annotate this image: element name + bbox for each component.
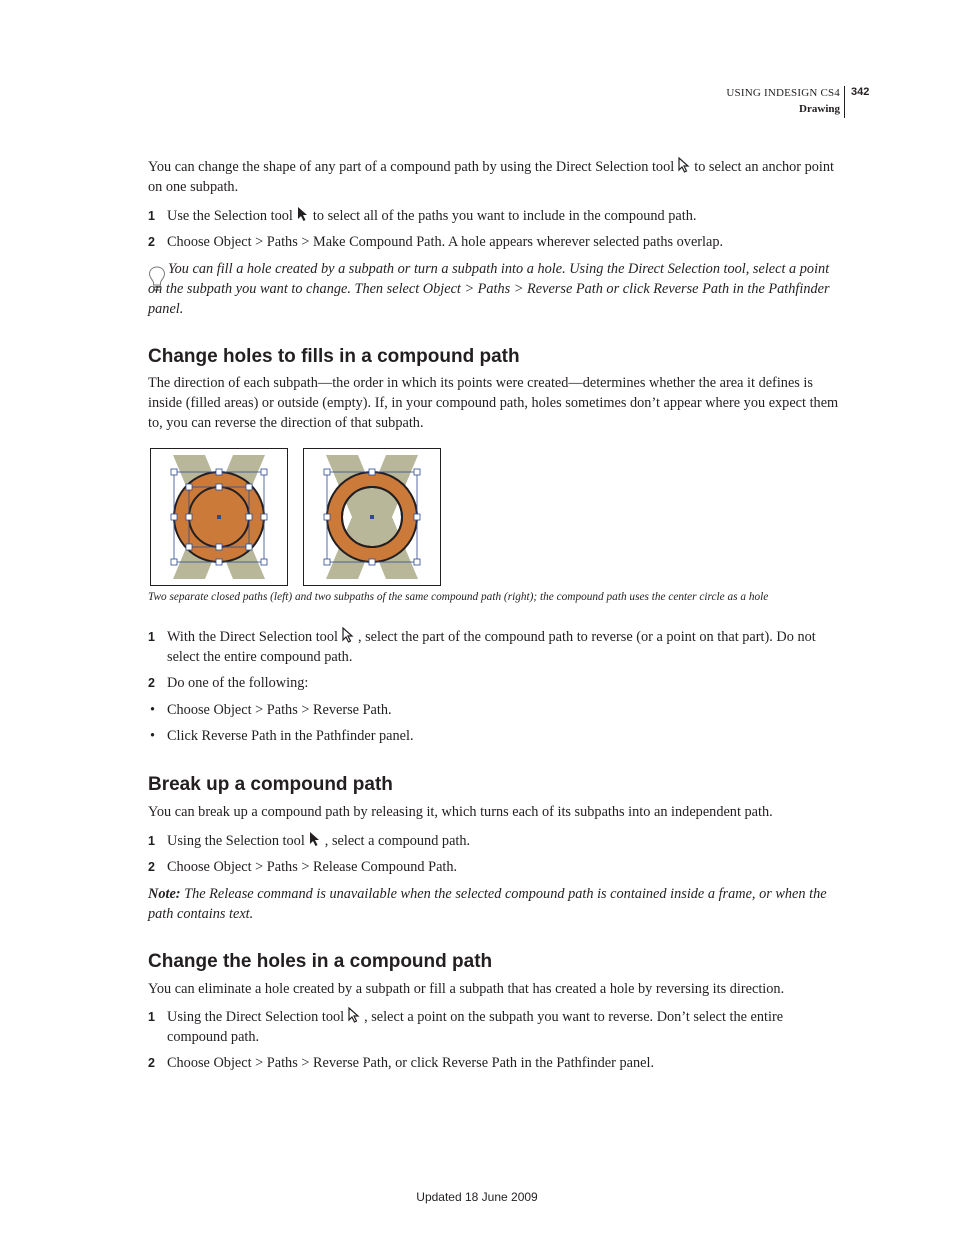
step-text: With the Direct Selection tool xyxy=(167,629,338,645)
step-text-end: to select all of the paths you want to include in the compound path. xyxy=(312,208,697,224)
note-text: The Release command is unavailable when the selected compound path is contained inside a frame, or when the path contains text. xyxy=(148,886,827,922)
step-text: Use the Selection tool xyxy=(167,208,293,224)
step-text: Choose Object > Paths > Make Compound Path. A hole appears wherever selected paths overlap. xyxy=(167,234,724,250)
running-header-title: USING INDESIGN CS4 xyxy=(726,87,840,99)
step-eliminate-2 xyxy=(148,1053,840,1073)
direct-selection-tool-icon xyxy=(348,1007,360,1023)
compound-path-illustration xyxy=(304,449,440,585)
figure-caption: Two separate closed paths (left) and two subpaths of the same compound path (right); the compound path uses the center circle as a hole xyxy=(148,591,769,603)
step-number: 2 xyxy=(148,235,155,249)
intro-text-end: to select an anchor point on one subpath. xyxy=(148,159,834,195)
page-footer: Updated 18 June 2009 xyxy=(416,1190,538,1204)
separate-paths-illustration xyxy=(151,449,287,585)
step-text-end: , select the part of the compound path to reverse (or a point on that part). Do not select the entire compound path. xyxy=(167,629,816,665)
section3-body: You can eliminate a hole created by a subpath or fill a subpath that has created a hole by reversing its direction. xyxy=(148,981,785,997)
intro-paragraph xyxy=(148,157,840,197)
running-header-chapter: Drawing xyxy=(799,103,840,115)
note-paragraph xyxy=(148,884,840,924)
figure-separate-paths xyxy=(150,448,288,586)
step-number: 2 xyxy=(148,1056,155,1070)
step-number: 1 xyxy=(148,1010,155,1024)
section-heading-change-holes: Change the holes in a compound path xyxy=(148,951,493,972)
page-number: 342 xyxy=(851,86,870,98)
step-text: Do one of the following: xyxy=(167,675,309,691)
bullet-text: Choose Object > Paths > Reverse Path. xyxy=(167,702,392,718)
step-text: Using the Direct Selection tool xyxy=(167,1009,345,1025)
bullet-mark: • xyxy=(150,702,156,718)
step-release-1 xyxy=(148,831,840,851)
intro-text-start: You can change the shape of any part of a compound path by using the Direct Selection tool xyxy=(148,159,675,175)
step-text: Using the Selection tool xyxy=(167,833,305,849)
step-reverse-2 xyxy=(148,673,840,693)
bullet-item xyxy=(148,726,840,746)
step-text-end: , select a point on the subpath you want to reverse. Don’t select the entire compound path. xyxy=(167,1009,784,1045)
bullet-item xyxy=(148,700,840,720)
step-eliminate-1 xyxy=(148,1007,840,1047)
bullet-mark: • xyxy=(150,728,156,744)
step-number: 1 xyxy=(148,834,155,848)
bullet-text: Click Reverse Path in the Pathfinder panel. xyxy=(167,728,414,744)
section-heading-break-up: Break up a compound path xyxy=(148,774,393,795)
step-number: 1 xyxy=(148,630,155,644)
note-label: Note: xyxy=(148,886,181,902)
section1-body: The direction of each subpath—the order in which its points were created—determines whether the area it defines is inside (filled areas) or outside (empty). If, in your compound path, holes sometimes don’t appear where you expect them to, you can reverse the direction of that subpath. xyxy=(148,375,839,431)
selection-tool-icon xyxy=(309,831,321,847)
step-number: 2 xyxy=(148,860,155,874)
figure-compound-path xyxy=(303,448,441,586)
step-make-compound-2 xyxy=(148,232,840,252)
header-divider xyxy=(844,86,845,118)
step-text-end: , select a compound path. xyxy=(324,833,471,849)
step-reverse-1 xyxy=(148,627,840,667)
selection-tool-icon xyxy=(297,206,309,222)
step-release-2 xyxy=(148,857,840,877)
step-text: Choose Object > Paths > Release Compound Path. xyxy=(167,859,458,875)
step-make-compound-1 xyxy=(148,206,840,226)
step-number: 1 xyxy=(148,209,155,223)
direct-selection-tool-icon xyxy=(678,157,690,173)
direct-selection-tool-icon xyxy=(342,627,354,643)
section2-body: You can break up a compound path by releasing it, which turns each of its subpaths into an independent path. xyxy=(148,804,773,820)
step-text: Choose Object > Paths > Reverse Path, or click Reverse Path in the Pathfinder panel. xyxy=(167,1055,655,1071)
tip-paragraph: You can fill a hole created by a subpath or turn a subpath into a hole. Using the Direct Selection tool, select a point on the subpath you want to change. Then select Object > Paths > Reverse Path or click Reverse Path in the Pathfinder panel. xyxy=(148,261,830,317)
step-number: 2 xyxy=(148,676,155,690)
section-heading-change-holes-to-fills: Change holes to fills in a compound path xyxy=(148,346,520,367)
